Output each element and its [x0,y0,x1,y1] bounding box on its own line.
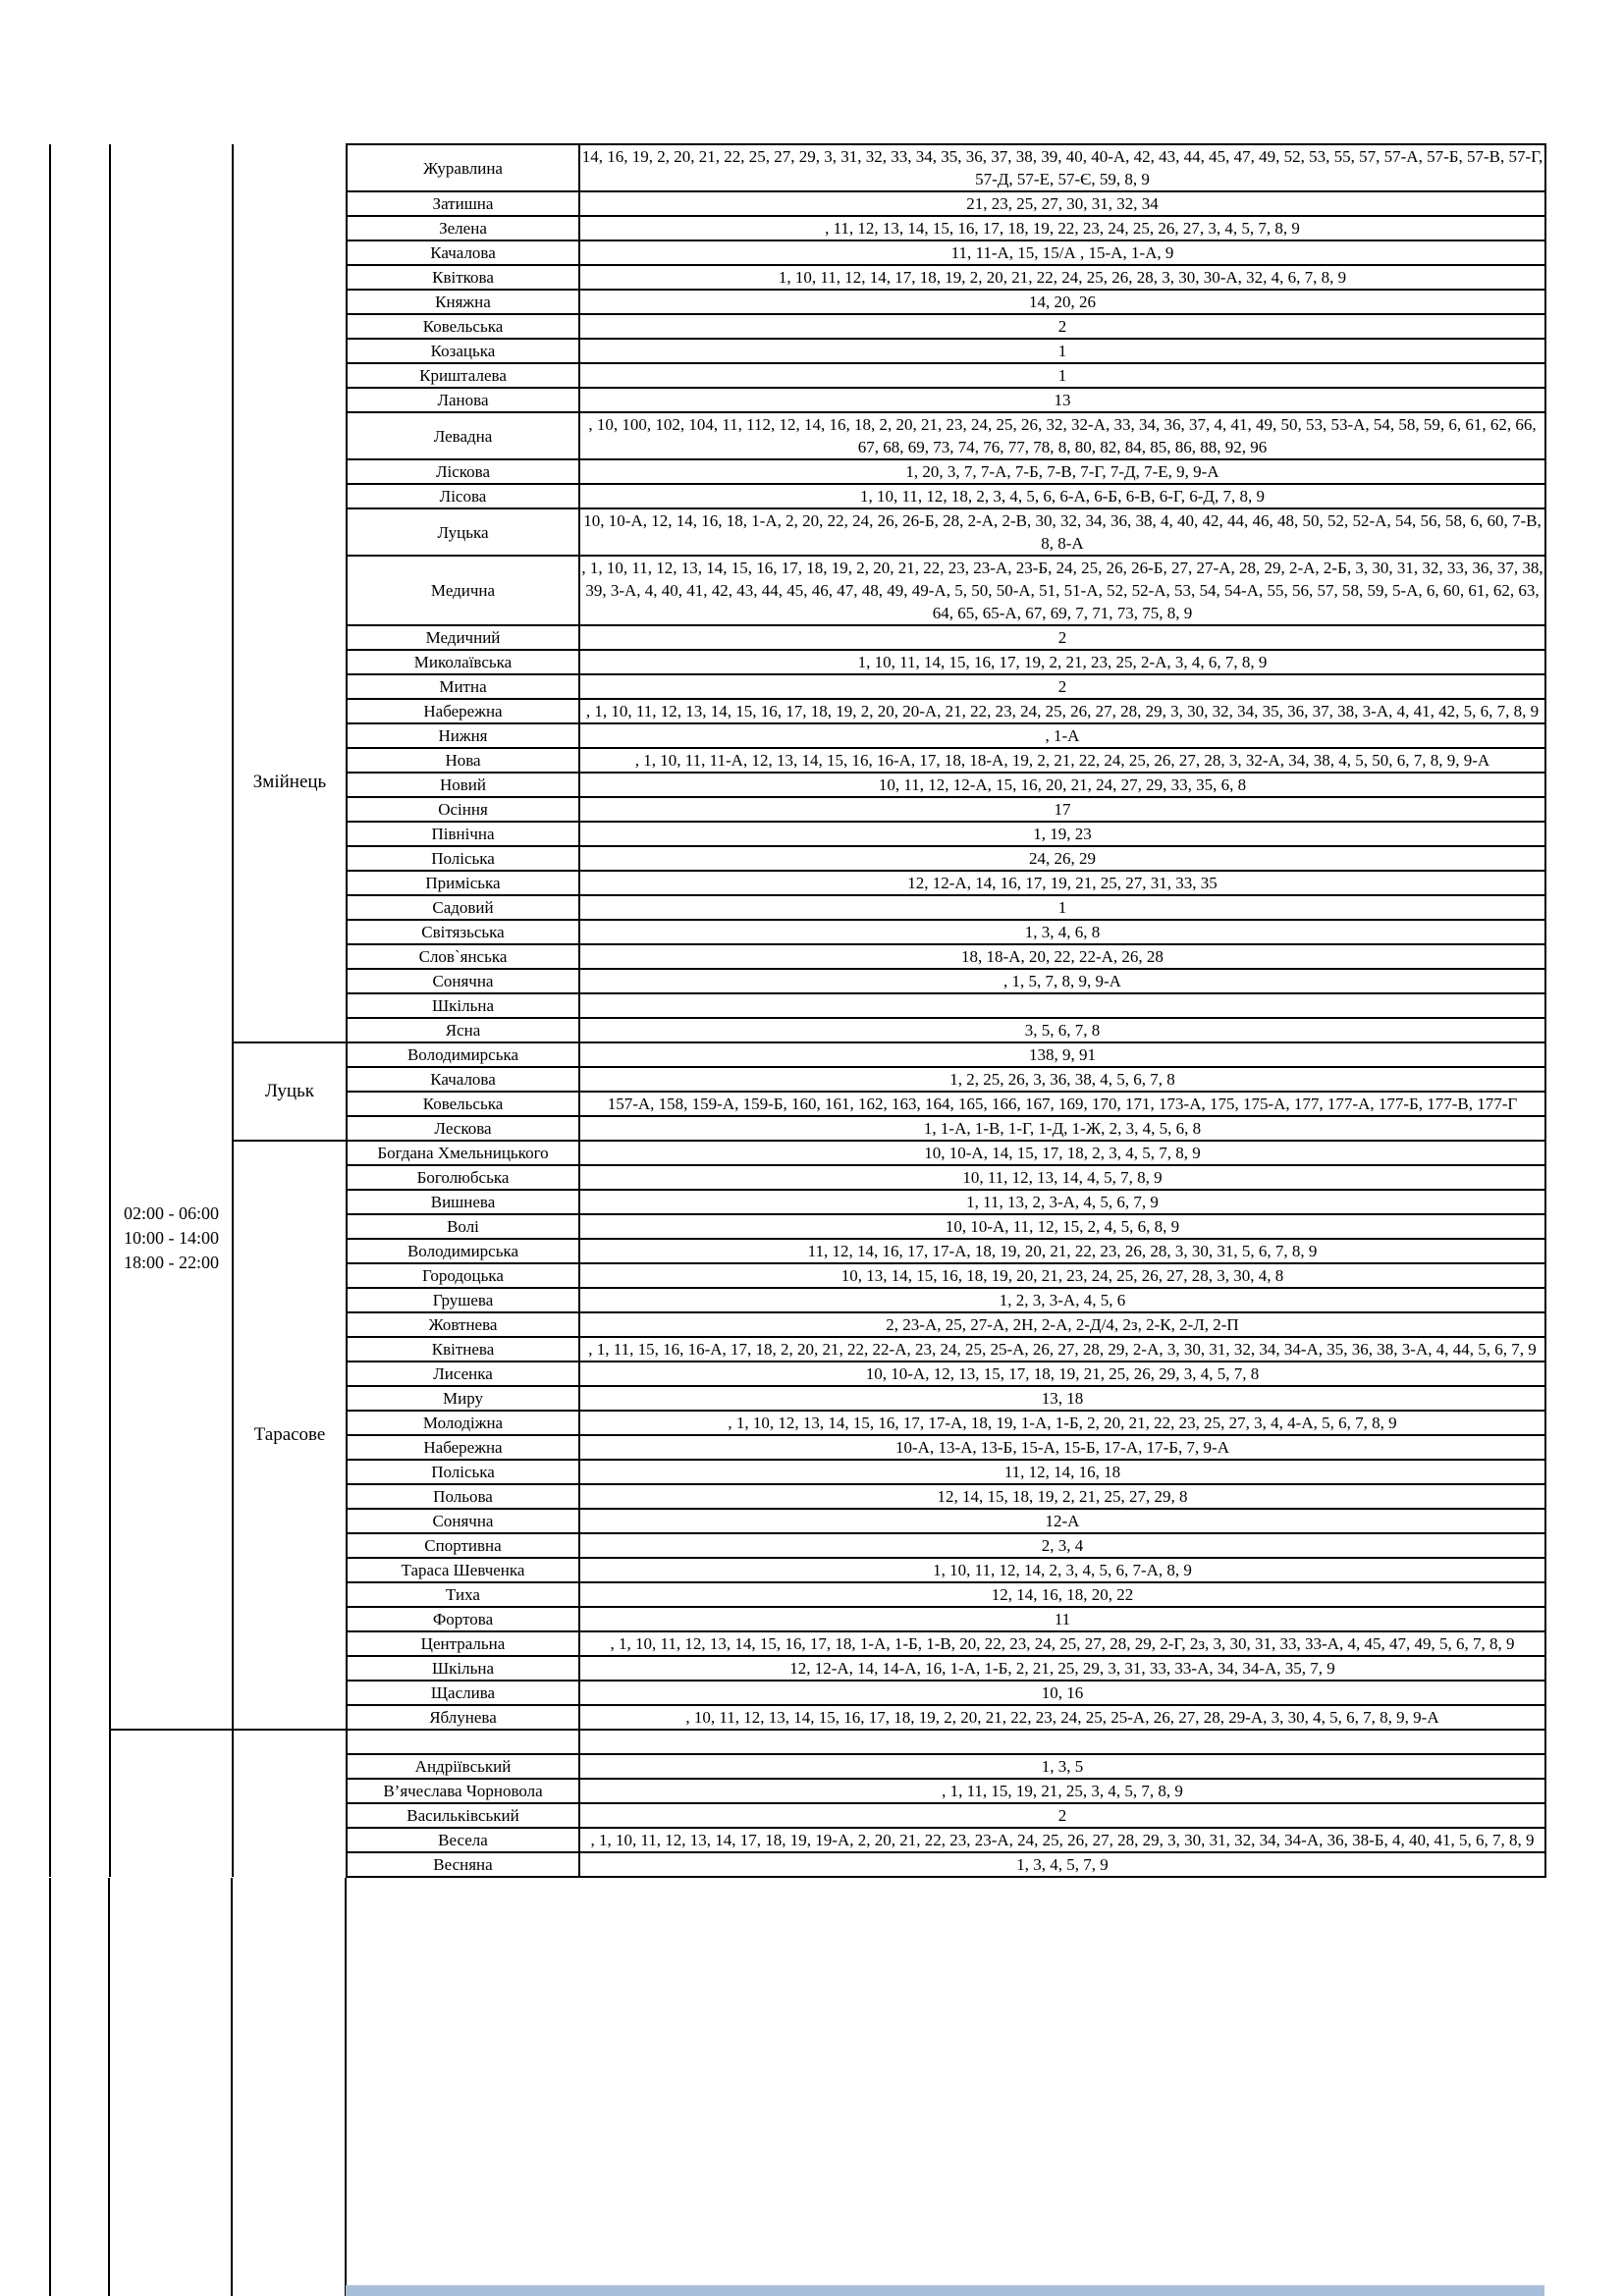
house-numbers-cell: 17 [579,797,1545,822]
house-numbers-cell: 1, 19, 23 [579,822,1545,846]
house-numbers-cell: 1, 2, 25, 26, 3, 36, 38, 4, 5, 6, 7, 8 [579,1067,1545,1092]
street-name-cell: Зелена [347,216,579,240]
street-name-cell: Тиха [347,1582,579,1607]
street-name-cell: Лисенка [347,1362,579,1386]
house-numbers-cell: , 1, 10, 12, 13, 14, 15, 16, 17, 17-А, 18, 19, 1-А, 1-Б, 2, 20, 21, 22, 23, 25, 27, 3, 4, 4-А, 5, 6, 7, 8, 9 [579,1411,1545,1435]
house-numbers-cell: , 1, 10, 11, 11-А, 12, 13, 14, 15, 16, 16-А, 17, 18, 18-А, 19, 2, 21, 22, 24, 25, 26, 27, 28, 3, 32-А, 34, 38, 4, 5, 50, 6, 7, 8, 9, 9-А [579,748,1545,773]
street-name-cell: Квіткова [347,265,579,290]
street-name-cell: Молодіжна [347,1411,579,1435]
outage-schedule-table [49,143,1546,1878]
street-name-cell: Приміська [347,871,579,895]
house-numbers-cell: 11, 12, 14, 16, 18 [579,1460,1545,1484]
street-name-cell: Слов`янська [347,944,579,969]
house-numbers-cell: 1, 2, 3, 3-А, 4, 5, 6 [579,1288,1545,1312]
street-name-cell: Шкільна [347,993,579,1018]
time-slot: 02:00 - 06:00 [124,1203,219,1223]
street-name-cell: Осіння [347,797,579,822]
house-numbers-cell: 1, 3, 4, 5, 7, 9 [579,1852,1545,1877]
street-name-cell: Весняна [347,1852,579,1877]
street-name-cell: Качалова [347,1067,579,1092]
house-numbers-cell: 1, 10, 11, 12, 18, 2, 3, 4, 5, 6, 6-А, 6-Б, 6-В, 6-Г, 6-Д, 7, 8, 9 [579,484,1545,508]
street-name-cell: Вишнева [347,1190,579,1214]
street-name-cell: Польова [347,1484,579,1509]
house-numbers-cell: 12-А [579,1509,1545,1533]
settlement-cell [233,1141,347,1730]
time-slots [111,1201,232,1275]
column-divider-line [345,1878,347,2296]
house-numbers-cell: 11, 11-А, 15, 15/А , 15-А, 1-А, 9 [579,240,1545,265]
house-numbers-cell: , 1, 10, 11, 12, 13, 14, 15, 16, 17, 18, 19, 2, 20, 21, 22, 23, 23-А, 23-Б, 24, 25, 26, 26-Б, 27, 27-А, 28, 29, 2-А, 2-Б, 3, 30, 31, 32, 33, 36, 37, 38, 39, 3-А, 4, 40, 41, 42, 43, 44, 45, 46, 47, 48, 49, 49-А, 5, 50, 50-А, 51, 51-А, 52, 52-А, 53, 54, 54-А, 55, 56, 57, 58, 59, 5-А, 6, 60, 61, 62, 63, 64, 65, 65-А, 67, 69, 7, 71, 73, 75, 8, 9 [579,556,1545,625]
street-name-cell: Весела [347,1828,579,1852]
street-name-cell: Журавлина [347,144,579,191]
house-numbers-cell: 2, 23-А, 25, 27-А, 2Н, 2-А, 2-Д/4, 2з, 2-К, 2-Л, 2-П [579,1312,1545,1337]
house-numbers-cell: 1 [579,363,1545,388]
street-name-cell: Ліскова [347,459,579,484]
street-name-cell [347,1730,579,1754]
street-name-cell: Набережна [347,1435,579,1460]
house-numbers-cell: , 10, 11, 12, 13, 14, 15, 16, 17, 18, 19, 2, 20, 21, 22, 23, 24, 25, 25-А, 26, 27, 28, 29-А, 3, 30, 4, 5, 6, 7, 8, 9, 9-А [579,1705,1545,1730]
house-numbers-cell: , 1, 11, 15, 16, 16-А, 17, 18, 2, 20, 21, 22, 22-А, 23, 24, 25, 25-А, 26, 27, 28, 29, 2-А, 3, 30, 31, 32, 34, 34-А, 35, 36, 38, 3-А, 4, 44, 5, 6, 7, 9 [579,1337,1545,1362]
street-name-cell: Нова [347,748,579,773]
house-numbers-cell: 21, 23, 25, 27, 30, 31, 32, 34 [579,191,1545,216]
street-name-cell: Ковельська [347,314,579,339]
column-divider-line [108,1878,110,2296]
street-name-cell: Фортова [347,1607,579,1631]
street-name-cell: Щаслива [347,1681,579,1705]
house-numbers-cell: 3, 5, 6, 7, 8 [579,1018,1545,1042]
house-numbers-cell: 1, 20, 3, 7, 7-А, 7-Б, 7-В, 7-Г, 7-Д, 7-Е, 9, 9-А [579,459,1545,484]
house-numbers-cell: 14, 16, 19, 2, 20, 21, 22, 25, 27, 29, 3, 31, 32, 33, 34, 35, 36, 37, 38, 39, 40, 40-А, 42, 43, 44, 45, 47, 49, 52, 53, 55, 57, 57-А, 57-Б, 57-В, 57-Г, 57-Д, 57-Е, 57-Є, 59, 8, 9 [579,144,1545,191]
street-name-cell: Княжна [347,290,579,314]
house-numbers-cell: , 1, 10, 11, 12, 13, 14, 15, 16, 17, 18, 19, 2, 20, 20-А, 21, 22, 23, 24, 25, 26, 27, 28, 29, 3, 30, 32, 34, 35, 36, 37, 38, 3-А, 4, 41, 42, 5, 6, 7, 8, 9 [579,699,1545,723]
house-numbers-cell: 1 [579,339,1545,363]
street-row [50,1730,1545,1754]
next-row-partial-highlight [346,2285,1544,2296]
house-numbers-cell: 1, 3, 4, 6, 8 [579,920,1545,944]
settlement-cell [233,1042,347,1141]
house-numbers-cell: 1, 11, 13, 2, 3-А, 4, 5, 6, 7, 9 [579,1190,1545,1214]
house-numbers-cell: 2 [579,674,1545,699]
settlement-cell [233,144,347,1042]
time-slot-cell [110,144,233,1730]
house-numbers-cell: 10, 11, 12, 12-А, 15, 16, 20, 21, 24, 27, 29, 33, 35, 6, 8 [579,773,1545,797]
street-row [50,144,1545,191]
house-numbers-cell: 2 [579,625,1545,650]
house-numbers-cell: 138, 9, 91 [579,1042,1545,1067]
street-row [50,1141,1545,1165]
house-numbers-cell: 10, 13, 14, 15, 16, 18, 19, 20, 21, 23, 24, 25, 26, 27, 28, 3, 30, 4, 8 [579,1263,1545,1288]
street-name-cell: Поліська [347,1460,579,1484]
house-numbers-cell: 24, 26, 29 [579,846,1545,871]
queue-column-cell [50,144,110,1877]
time-slot: 18:00 - 22:00 [124,1253,219,1272]
house-numbers-cell: , 1, 11, 15, 19, 21, 25, 3, 4, 5, 7, 8, 9 [579,1779,1545,1803]
house-numbers-cell: 13, 18 [579,1386,1545,1411]
house-numbers-cell: 14, 20, 26 [579,290,1545,314]
street-name-cell: Володимирська [347,1042,579,1067]
street-name-cell: Кришталева [347,363,579,388]
street-name-cell: Володимирська [347,1239,579,1263]
street-name-cell: Ясна [347,1018,579,1042]
house-numbers-cell: 10, 10-А, 14, 15, 17, 18, 2, 3, 4, 5, 7, 8, 9 [579,1141,1545,1165]
house-numbers-cell: 10, 10-А, 12, 13, 15, 17, 18, 19, 21, 25, 26, 29, 3, 4, 5, 7, 8 [579,1362,1545,1386]
house-numbers-cell: 18, 18-А, 20, 22, 22-А, 26, 28 [579,944,1545,969]
street-name-cell: Тараса Шевченка [347,1558,579,1582]
house-numbers-cell: 1 [579,895,1545,920]
time-slot: 10:00 - 14:00 [124,1228,219,1248]
street-name-cell: Городоцька [347,1263,579,1288]
house-numbers-cell: 2, 3, 4 [579,1533,1545,1558]
house-numbers-cell: , 11, 12, 13, 14, 15, 16, 17, 18, 19, 22, 23, 24, 25, 26, 27, 3, 4, 5, 7, 8, 9 [579,216,1545,240]
house-numbers-cell: 13 [579,388,1545,412]
house-numbers-cell: 1, 3, 5 [579,1754,1545,1779]
street-name-cell: Шкільна [347,1656,579,1681]
column-divider-line [49,1878,51,2296]
house-numbers-cell: , 10, 100, 102, 104, 11, 112, 12, 14, 16, 18, 2, 20, 21, 23, 24, 25, 26, 32, 32-А, 33, 34, 36, 37, 4, 41, 49, 50, 53, 53-А, 54, 58, 59, 6, 61, 62, 66, 67, 68, 69, 73, 74, 76, 77, 78, 8, 80, 82, 84, 85, 86, 88, 92, 96 [579,412,1545,459]
street-name-cell: Волі [347,1214,579,1239]
settlement-label: Тарасове [253,1424,326,1445]
street-name-cell: Затишна [347,191,579,216]
settlement-label: Луцьк [265,1081,314,1101]
street-name-cell: Сонячна [347,969,579,993]
street-name-cell: Спортивна [347,1533,579,1558]
street-name-cell: Левадна [347,412,579,459]
house-numbers-cell: 10, 11, 12, 13, 14, 4, 5, 7, 8, 9 [579,1165,1545,1190]
street-name-cell: Васильківський [347,1803,579,1828]
street-name-cell: Боголюбська [347,1165,579,1190]
street-name-cell: Поліська [347,846,579,871]
time-slot-cell [110,1730,233,1877]
house-numbers-cell: 2 [579,1803,1545,1828]
street-name-cell: Садовий [347,895,579,920]
house-numbers-cell: , 1-А [579,723,1545,748]
house-numbers-cell: 12, 12-А, 14, 16, 17, 19, 21, 25, 27, 31, 33, 35 [579,871,1545,895]
house-numbers-cell: 1, 10, 11, 12, 14, 17, 18, 19, 2, 20, 21, 22, 24, 25, 26, 28, 3, 30, 30-А, 32, 4, 6, 7, 8, 9 [579,265,1545,290]
street-name-cell: Світязьська [347,920,579,944]
street-name-cell: Козацька [347,339,579,363]
street-name-cell: В’ячеслава Чорновола [347,1779,579,1803]
street-name-cell: Ланова [347,388,579,412]
settlement-cell [233,1730,347,1877]
house-numbers-cell: 12, 14, 16, 18, 20, 22 [579,1582,1545,1607]
street-name-cell: Медичний [347,625,579,650]
street-row [50,1042,1545,1067]
house-numbers-cell: 10, 10-А, 11, 12, 15, 2, 4, 5, 6, 8, 9 [579,1214,1545,1239]
house-numbers-cell: 1, 10, 11, 12, 14, 2, 3, 4, 5, 6, 7-А, 8, 9 [579,1558,1545,1582]
street-name-cell: Яблунева [347,1705,579,1730]
house-numbers-cell: 10, 10-А, 12, 14, 16, 18, 1-А, 2, 20, 22, 24, 26, 26-Б, 28, 2-А, 2-В, 30, 32, 34, 36, 38, 4, 40, 42, 44, 46, 48, 50, 52, 52-А, 54, 56, 58, 6, 60, 7-В, 8, 8-А [579,508,1545,556]
column-divider-line [231,1878,233,2296]
house-numbers-cell: , 1, 5, 7, 8, 9, 9-А [579,969,1545,993]
house-numbers-cell: 2 [579,314,1545,339]
house-numbers-cell: , 1, 10, 11, 12, 13, 14, 17, 18, 19, 19-А, 2, 20, 21, 22, 23, 23-А, 24, 25, 26, 27, 28, 29, 3, 30, 31, 32, 34, 34-А, 36, 38-Б, 4, 40, 41, 5, 6, 7, 8, 9 [579,1828,1545,1852]
house-numbers-cell: 12, 14, 15, 18, 19, 2, 21, 25, 27, 29, 8 [579,1484,1545,1509]
street-name-cell: Сонячна [347,1509,579,1533]
street-name-cell: Жовтнева [347,1312,579,1337]
house-numbers-cell: 10-А, 13-А, 13-Б, 15-А, 15-Б, 17-А, 17-Б, 7, 9-А [579,1435,1545,1460]
house-numbers-cell: 10, 16 [579,1681,1545,1705]
street-name-cell: Новий [347,773,579,797]
street-name-cell: Богдана Хмельницького [347,1141,579,1165]
settlement-label: Змійнець [252,771,327,792]
house-numbers-cell: , 1, 10, 11, 12, 13, 14, 15, 16, 17, 18, 1-А, 1-Б, 1-В, 20, 22, 23, 24, 25, 27, 28, 29, 2-Г, 2з, 3, 30, 31, 33, 33-А, 4, 45, 47, 49, 5, 6, 7, 8, 9 [579,1631,1545,1656]
house-numbers-cell [579,993,1545,1018]
house-numbers-cell: 11, 12, 14, 16, 17, 17-А, 18, 19, 20, 21, 22, 23, 26, 28, 3, 30, 31, 5, 6, 7, 8, 9 [579,1239,1545,1263]
house-numbers-cell: 157-А, 158, 159-А, 159-Б, 160, 161, 162, 163, 164, 165, 166, 167, 169, 170, 171, 173-А, 175, 175-А, 177, 177-А, 177-Б, 177-В, 177-Г [579,1092,1545,1116]
house-numbers-cell: 1, 1-А, 1-В, 1-Г, 1-Д, 1-Ж, 2, 3, 4, 5, 6, 8 [579,1116,1545,1141]
house-numbers-cell: 12, 12-А, 14, 14-А, 16, 1-А, 1-Б, 2, 21, 25, 29, 3, 31, 33, 33-А, 34, 34-А, 35, 7, 9 [579,1656,1545,1681]
house-numbers-cell [579,1730,1545,1754]
street-name-cell: Луцька [347,508,579,556]
street-name-cell: Качалова [347,240,579,265]
street-name-cell: Миру [347,1386,579,1411]
house-numbers-cell: 1, 10, 11, 14, 15, 16, 17, 19, 2, 21, 23, 25, 2-А, 3, 4, 6, 7, 8, 9 [579,650,1545,674]
street-name-cell: Лескова [347,1116,579,1141]
street-name-cell: Митна [347,674,579,699]
street-name-cell: Ковельська [347,1092,579,1116]
street-name-cell: Лісова [347,484,579,508]
street-name-cell: Миколаївська [347,650,579,674]
street-name-cell: Північна [347,822,579,846]
street-name-cell: Набережна [347,699,579,723]
street-name-cell: Медична [347,556,579,625]
street-name-cell: Нижня [347,723,579,748]
street-name-cell: Грушева [347,1288,579,1312]
street-name-cell: Центральна [347,1631,579,1656]
house-numbers-cell: 11 [579,1607,1545,1631]
street-name-cell: Квітнева [347,1337,579,1362]
street-name-cell: Андріївський [347,1754,579,1779]
